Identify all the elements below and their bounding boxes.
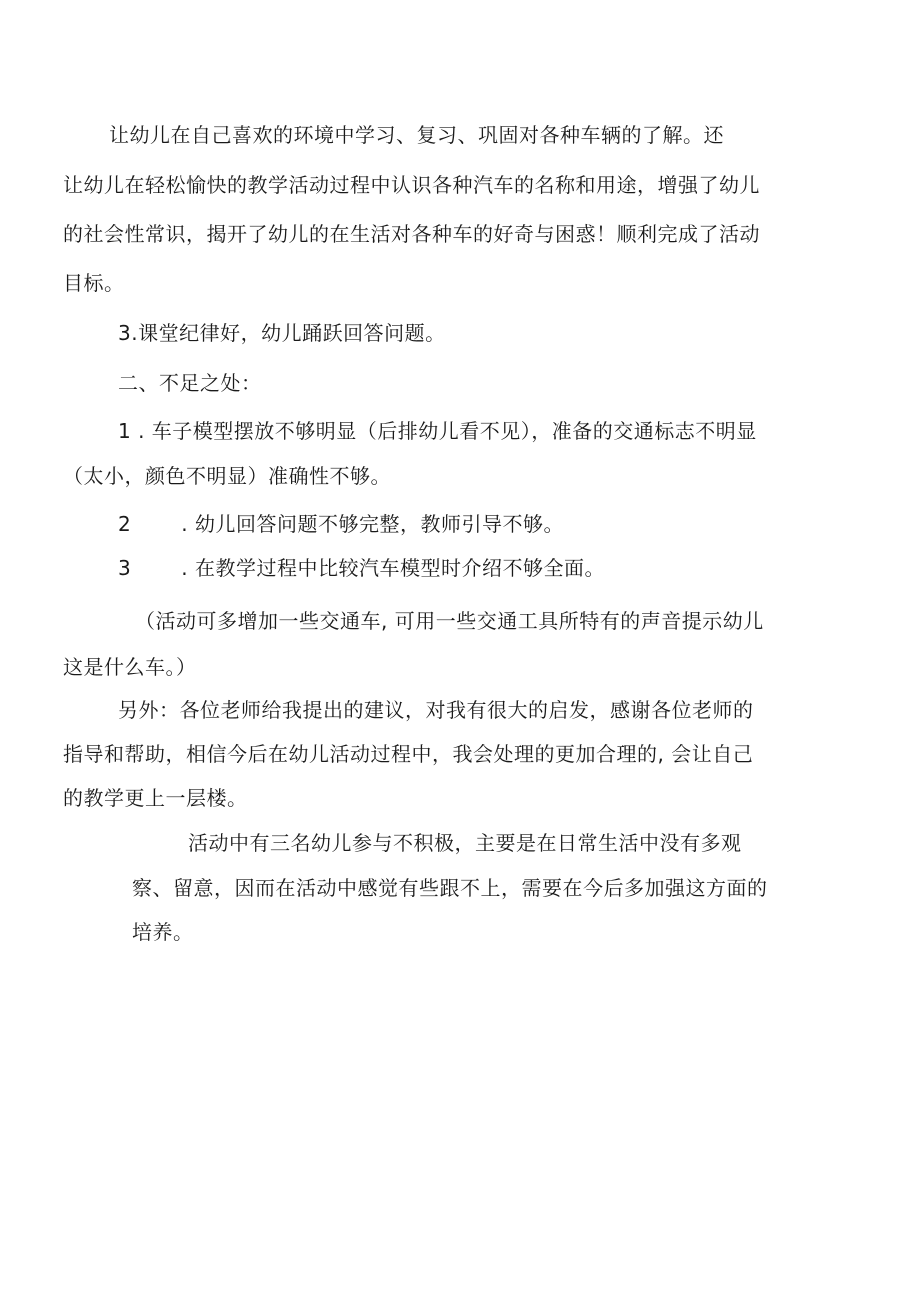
additional-line: 另外：各位老师给我提出的建议，对我有很大的启发，感谢各位老师的	[118, 698, 754, 722]
note-line: （活动可多增加一些交通车, 可用一些交通工具所特有的声音提示幼儿	[135, 609, 764, 633]
shortcoming-item-1-cont: （太小，颜色不明显）准确性不够。	[63, 464, 391, 488]
item-number: 3	[118, 556, 132, 580]
paragraph-line: 让幼儿在轻松愉快的教学活动过程中认识各种汽车的名称和用途，增强了幼儿	[63, 173, 760, 197]
reflection-line: 察、留意，因而在活动中感觉有些跟不上，需要在今后多加强这方面的	[132, 876, 768, 900]
paragraph-line: 目标。	[63, 271, 125, 295]
item-text: . 在教学过程中比较汽车模型时介绍不够全面。	[181, 556, 605, 580]
additional-line: 的教学更上一层楼。	[63, 786, 248, 810]
shortcoming-item-2	[118, 512, 564, 536]
shortcoming-item-1: 1 . 车子模型摆放不够明显（后排幼儿看不见），准备的交通标志不明显	[118, 419, 757, 443]
additional-line: 指导和帮助，相信今后在幼儿活动过程中，我会处理的更加合理的, 会让自己	[63, 742, 754, 766]
reflection-line: 培养。	[132, 920, 194, 944]
item-number: 2	[118, 512, 132, 536]
list-item-3: 3.课堂纪律好，幼儿踊跃回答问题。	[118, 321, 446, 345]
item-text: . 幼儿回答问题不够完整，教师引导不够。	[181, 512, 564, 536]
shortcoming-item-3	[118, 556, 605, 580]
paragraph-line: 让幼儿在自己喜欢的环境中学习、复习、巩固对各种车辆的了解。还	[109, 123, 724, 147]
note-line: 这是什么车。）	[63, 655, 197, 679]
section-heading: 二、不足之处：	[118, 371, 262, 395]
paragraph-line: 的社会性常识，揭开了幼儿的在生活对各种车的好奇与困惑！顺利完成了活动	[63, 222, 760, 246]
reflection-line: 活动中有三名幼儿参与不积极，主要是在日常生活中没有多观	[188, 831, 742, 855]
